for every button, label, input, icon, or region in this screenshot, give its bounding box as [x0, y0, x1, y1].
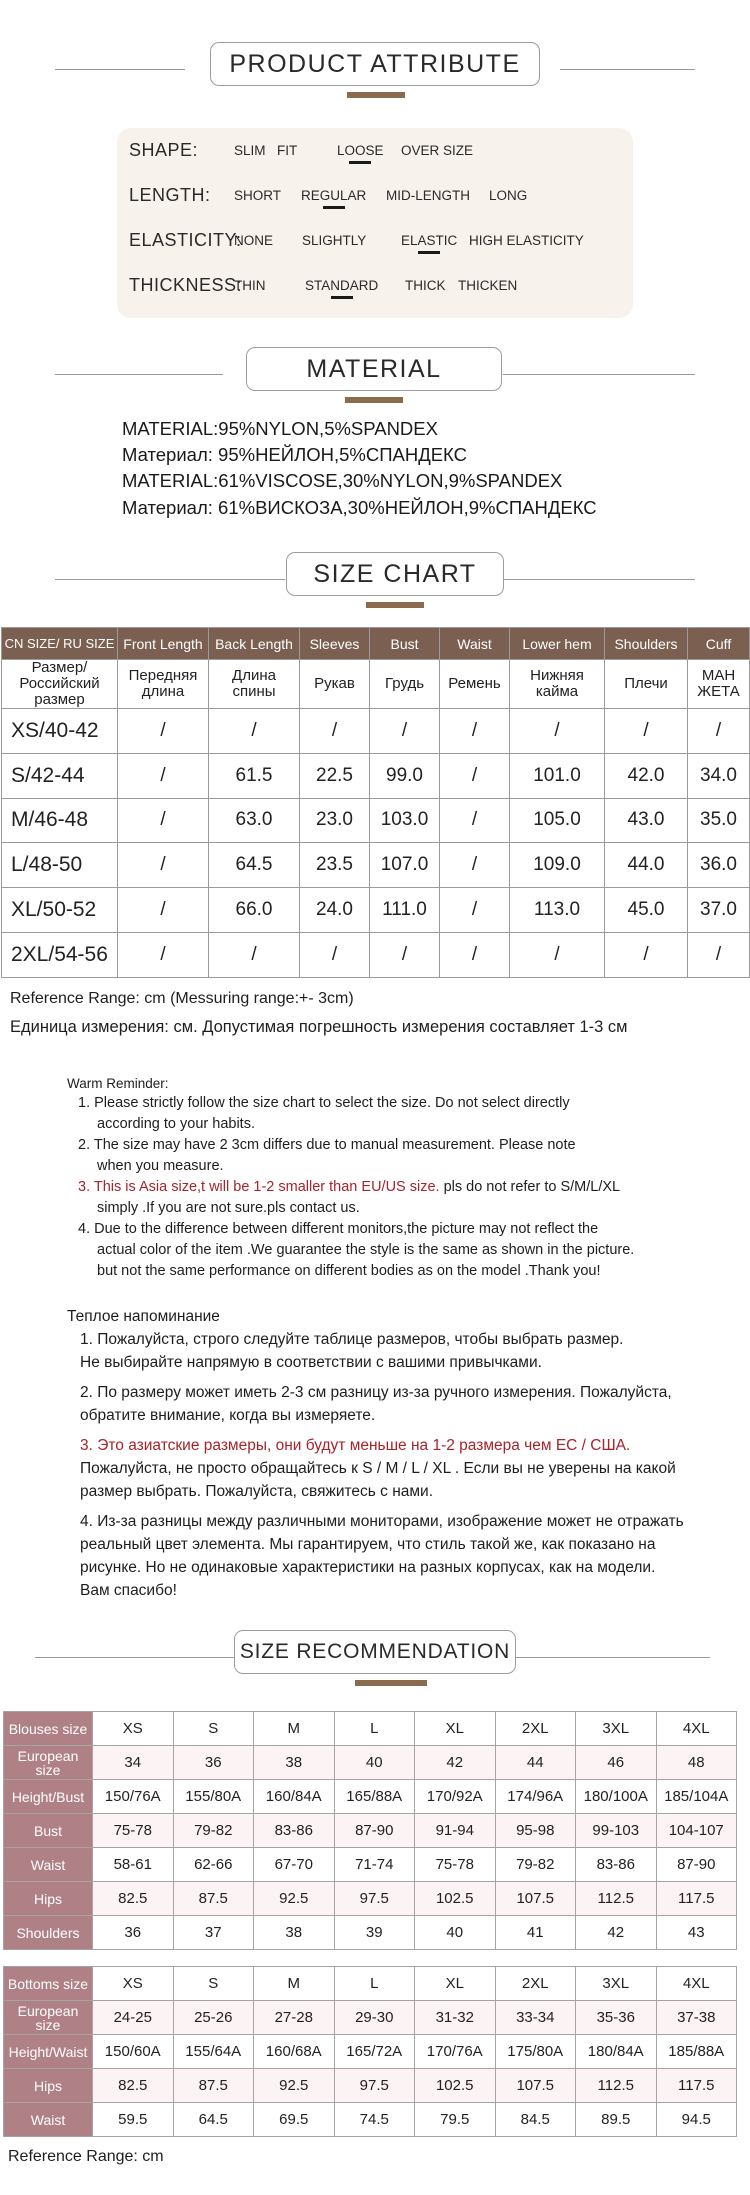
reminder-line: but not the same performance on different bodies as on the model .Thank you!: [97, 1263, 601, 1279]
table-row: [4, 2001, 737, 2035]
table-cell: 105.0: [510, 798, 605, 843]
attribute-row: [129, 275, 629, 303]
divider: [503, 374, 695, 375]
table-cell: /: [510, 932, 605, 977]
table-cell: 35-36: [576, 2001, 657, 2035]
attribute-label: ELASTICITY:: [129, 230, 242, 250]
table-cell: 95-98: [495, 1814, 576, 1848]
table-row: [2, 709, 750, 754]
attribute-option: SLIM: [234, 143, 266, 158]
divider: [55, 69, 185, 70]
size-cell: M: [254, 1967, 335, 2001]
table-cell: /: [440, 798, 510, 843]
row-label: XL/50-52: [2, 888, 118, 933]
table-cell: 31-32: [415, 2001, 496, 2035]
table-cell: Длина спины: [209, 660, 300, 709]
row-label: Waist: [4, 2103, 93, 2137]
row-label: CN SIZE/ RU SIZE: [2, 628, 118, 660]
row-label: L/48-50: [2, 843, 118, 888]
divider: [560, 69, 695, 70]
attribute-row: [129, 140, 629, 168]
reminder-line: 1. Пожалуйста, строго следуйте таблице размеров, чтобы выбрать размер.: [80, 1331, 624, 1348]
reminder-title: Теплое напоминание: [67, 1308, 220, 1325]
table-cell: 24.0: [300, 888, 370, 933]
table-header-row: [2, 628, 750, 660]
table-header-row-ru: [2, 660, 750, 709]
recommendation-header: [0, 1630, 750, 1690]
reminder-line: Не выбирайте напрямую в соответствии с вашими привычками.: [80, 1354, 542, 1371]
table-cell: 37: [173, 1916, 254, 1950]
material-line: MATERIAL:95%NYLON,5%SPANDEX: [122, 418, 438, 439]
table-cell: 91-94: [415, 1814, 496, 1848]
table-cell: /: [209, 709, 300, 754]
table-cell: Bust: [370, 628, 440, 660]
table-cell: 165/72A: [334, 2035, 415, 2069]
table-cell: 89.5: [576, 2103, 657, 2137]
table-row: [2, 888, 750, 933]
table-cell: 46: [576, 1746, 657, 1780]
warning-text: 3. This is Asia size,t will be 1-2 smaller than EU/US size.: [78, 1179, 440, 1195]
size-cell: 3XL: [576, 1712, 657, 1746]
table-row: [4, 1814, 737, 1848]
size-cell: XS: [93, 1967, 174, 2001]
table-cell: 82.5: [93, 2069, 174, 2103]
table-cell: /: [118, 753, 209, 798]
row-label: Hips: [4, 1882, 93, 1916]
section-title: SIZE CHART: [286, 552, 504, 596]
table-cell: /: [440, 753, 510, 798]
table-cell: 102.5: [415, 2069, 496, 2103]
title-underline: [347, 92, 405, 98]
table-cell: 45.0: [605, 888, 688, 933]
table-cell: 103.0: [370, 798, 440, 843]
table-cell: Передняя длина: [118, 660, 209, 709]
table-cell: 84.5: [495, 2103, 576, 2137]
table-cell: 79.5: [415, 2103, 496, 2137]
table-cell: 63.0: [209, 798, 300, 843]
section-title: PRODUCT ATTRIBUTE: [210, 42, 540, 86]
row-label: Height/Bust: [4, 1780, 93, 1814]
attribute-label: LENGTH:: [129, 185, 211, 205]
table-cell: 44.0: [605, 843, 688, 888]
table-cell: 107.5: [495, 2069, 576, 2103]
table-cell: Lower hem: [510, 628, 605, 660]
attribute-row: [129, 185, 629, 213]
table-cell: 24-25: [93, 2001, 174, 2035]
table-cell: 107.5: [495, 1882, 576, 1916]
size-cell: 4XL: [656, 1967, 737, 2001]
table-cell: 170/92A: [415, 1780, 496, 1814]
table-cell: 43: [656, 1916, 737, 1950]
table-cell: 99.0: [370, 753, 440, 798]
reminder-line: 4. Due to the difference between different monitors,the picture may not reflect the: [78, 1221, 599, 1237]
size-cell: S: [173, 1712, 254, 1746]
table-cell: 61.5: [209, 753, 300, 798]
divider: [503, 579, 695, 580]
table-cell: 43.0: [605, 798, 688, 843]
reminder-text: pls do not refer to S/M/L/XL: [439, 1179, 621, 1195]
table-cell: 155/64A: [173, 2035, 254, 2069]
attribute-option: THICKEN: [458, 278, 518, 293]
table-cell: 109.0: [510, 843, 605, 888]
attribute-option-selected: REGULAR: [301, 188, 367, 203]
table-cell: 29-30: [334, 2001, 415, 2035]
table-cell: 92.5: [254, 2069, 335, 2103]
table-cell: 180/100A: [576, 1780, 657, 1814]
table-cell: 42.0: [605, 753, 688, 798]
table-cell: 33-34: [495, 2001, 576, 2035]
table-row: [4, 1916, 737, 1950]
table-cell: 27-28: [254, 2001, 335, 2035]
table-cell: /: [118, 888, 209, 933]
reminder-line: [78, 1179, 620, 1195]
row-label: Waist: [4, 1848, 93, 1882]
reminder-line: рисунке. Но не одинаковые характеристики на разных корпусах, как на модели.: [80, 1559, 656, 1576]
table-cell: /: [605, 932, 688, 977]
table-cell: 34.0: [688, 753, 750, 798]
table-cell: 42: [576, 1916, 657, 1950]
table-cell: 112.5: [576, 2069, 657, 2103]
table-cell: /: [118, 932, 209, 977]
row-label: European size: [4, 1746, 93, 1780]
table-cell: 41: [495, 1916, 576, 1950]
size-chart-header: [0, 552, 750, 612]
table-cell: Sleeves: [300, 628, 370, 660]
divider: [515, 1657, 710, 1658]
table-cell: 112.5: [576, 1882, 657, 1916]
table-cell: 39: [334, 1916, 415, 1950]
size-cell: 3XL: [576, 1967, 657, 2001]
table-cell: 99-103: [576, 1814, 657, 1848]
table-cell: /: [440, 709, 510, 754]
reminder-title: Warm Reminder:: [67, 1076, 169, 1091]
table-cell: 97.5: [334, 2069, 415, 2103]
attribute-option: MID-LENGTH: [386, 188, 470, 203]
attribute-option: THICK: [405, 278, 446, 293]
table-row: [4, 1882, 737, 1916]
table-cell: 38: [254, 1746, 335, 1780]
divider: [35, 1657, 235, 1658]
row-label: Bottoms size: [4, 1967, 93, 2001]
table-cell: 40: [415, 1916, 496, 1950]
table-row: [2, 932, 750, 977]
size-cell: L: [334, 1712, 415, 1746]
table-cell: Front Length: [118, 628, 209, 660]
title-underline: [355, 1680, 427, 1686]
table-cell: Нижняя кайма: [510, 660, 605, 709]
row-label: Blouses size: [4, 1712, 93, 1746]
attribute-option: SLIGHTLY: [302, 233, 367, 248]
table-cell: /: [118, 843, 209, 888]
table-cell: /: [688, 932, 750, 977]
bottoms-size-table: [3, 1966, 737, 2137]
table-cell: 117.5: [656, 1882, 737, 1916]
row-label: European size: [4, 2001, 93, 2035]
size-cell: 2XL: [495, 1712, 576, 1746]
table-cell: 62-66: [173, 1848, 254, 1882]
table-cell: /: [118, 798, 209, 843]
table-cell: 102.5: [415, 1882, 496, 1916]
row-label: Shoulders: [4, 1916, 93, 1950]
table-cell: 185/88A: [656, 2035, 737, 2069]
attribute-option: FIT: [277, 143, 298, 158]
size-cell: XS: [93, 1712, 174, 1746]
table-cell: 82.5: [93, 1882, 174, 1916]
table-cell: 79-82: [495, 1848, 576, 1882]
row-label: Bust: [4, 1814, 93, 1848]
reminder-line: simply .If you are not sure.pls contact us.: [97, 1200, 360, 1216]
table-cell: 111.0: [370, 888, 440, 933]
table-cell: 170/76A: [415, 2035, 496, 2069]
table-cell: 44: [495, 1746, 576, 1780]
table-cell: /: [440, 932, 510, 977]
reminder-line: Пожалуйста, не просто обращайтесь к S / M / L / XL . Если вы не уверены на какой: [80, 1460, 676, 1477]
table-cell: 69.5: [254, 2103, 335, 2137]
table-cell: 40: [334, 1746, 415, 1780]
attribute-option: SHORT: [234, 188, 282, 203]
attribute-label: SHAPE:: [129, 140, 199, 160]
table-row: [2, 798, 750, 843]
table-cell: 113.0: [510, 888, 605, 933]
table-cell: 64.5: [209, 843, 300, 888]
row-label: M/46-48: [2, 798, 118, 843]
table-cell: 59.5: [93, 2103, 174, 2137]
size-chart-note-ru: Единица измерения: см. Допустимая погрешность измерения составляет 1-3 см: [10, 1018, 628, 1036]
table-cell: 75-78: [93, 1814, 174, 1848]
table-cell: 174/96A: [495, 1780, 576, 1814]
table-cell: 185/104A: [656, 1780, 737, 1814]
row-label: Hips: [4, 2069, 93, 2103]
table-cell: 87.5: [173, 2069, 254, 2103]
table-cell: 48: [656, 1746, 737, 1780]
divider: [55, 374, 223, 375]
table-cell: 79-82: [173, 1814, 254, 1848]
table-cell: /: [510, 709, 605, 754]
attribute-option-selected: STANDARD: [305, 278, 379, 293]
table-cell: 71-74: [334, 1848, 415, 1882]
table-cell: Рукав: [300, 660, 370, 709]
size-chart-note: Reference Range: cm (Messuring range:+- 3cm): [10, 990, 354, 1007]
table-cell: /: [440, 843, 510, 888]
table-cell: 34: [93, 1746, 174, 1780]
reminder-line: according to your habits.: [97, 1116, 255, 1132]
table-cell: 92.5: [254, 1882, 335, 1916]
table-cell: 66.0: [209, 888, 300, 933]
table-cell: 36: [173, 1746, 254, 1780]
table-cell: 160/68A: [254, 2035, 335, 2069]
table-cell: Плечи: [605, 660, 688, 709]
section-title: MATERIAL: [246, 347, 502, 391]
material-line: Материал: 95%НЕЙЛОН,5%СПАНДЕКС: [122, 444, 467, 465]
table-cell: 37.0: [688, 888, 750, 933]
table-row: [2, 843, 750, 888]
table-cell: /: [300, 932, 370, 977]
table-cell: Грудь: [370, 660, 440, 709]
table-cell: 175/80A: [495, 2035, 576, 2069]
table-cell: /: [370, 932, 440, 977]
attribute-panel: [117, 128, 633, 318]
size-cell: 4XL: [656, 1712, 737, 1746]
table-cell: /: [118, 709, 209, 754]
table-cell: 36.0: [688, 843, 750, 888]
table-row: [4, 1746, 737, 1780]
table-header-row: [4, 1967, 737, 2001]
attribute-option: HIGH ELASTICITY: [469, 233, 584, 248]
table-cell: 36: [93, 1916, 174, 1950]
size-cell: S: [173, 1967, 254, 2001]
table-cell: 180/84A: [576, 2035, 657, 2069]
table-row: [4, 1780, 737, 1814]
row-label: Height/Waist: [4, 2035, 93, 2069]
table-cell: Cuff: [688, 628, 750, 660]
table-row: [4, 2069, 737, 2103]
blouses-size-table: [3, 1711, 737, 1950]
attribute-option-selected: ELASTIC: [401, 233, 458, 248]
table-cell: 97.5: [334, 1882, 415, 1916]
reminder-line: actual color of the item .We guarantee the style is the same as shown in the picture.: [97, 1242, 635, 1258]
reminder-line: Вам спасибо!: [80, 1582, 177, 1599]
section-title: SIZE RECOMMENDATION: [234, 1630, 516, 1674]
divider: [55, 579, 285, 580]
table-cell: 23.5: [300, 843, 370, 888]
reminder-line: when you measure.: [97, 1158, 224, 1174]
warning-text: 3. Это азиатские размеры, они будут меньше на 1-2 размера чем ЕС / США.: [80, 1437, 631, 1454]
table-cell: 117.5: [656, 2069, 737, 2103]
table-cell: Ремень: [440, 660, 510, 709]
recommendation-footnote: Reference Range: cm: [8, 2148, 164, 2165]
row-label: S/42-44: [2, 753, 118, 798]
table-cell: 75-78: [415, 1848, 496, 1882]
table-cell: 165/88A: [334, 1780, 415, 1814]
table-row: [4, 2103, 737, 2137]
table-row: [4, 2035, 737, 2069]
table-cell: /: [688, 709, 750, 754]
table-cell: /: [209, 932, 300, 977]
table-cell: 104-107: [656, 1814, 737, 1848]
table-cell: /: [440, 888, 510, 933]
table-cell: 74.5: [334, 2103, 415, 2137]
table-cell: /: [300, 709, 370, 754]
table-cell: 155/80A: [173, 1780, 254, 1814]
size-cell: XL: [415, 1967, 496, 2001]
row-label: XS/40-42: [2, 709, 118, 754]
reminder-line: размер выбрать. Пожалуйста, свяжитесь с нами.: [80, 1483, 434, 1500]
table-cell: 83-86: [576, 1848, 657, 1882]
table-cell: 42: [415, 1746, 496, 1780]
table-cell: 87-90: [656, 1848, 737, 1882]
attribute-option: OVER SIZE: [401, 143, 474, 158]
table-cell: Back Length: [209, 628, 300, 660]
material-line: MATERIAL:61%VISCOSE,30%NYLON,9%SPANDEX: [122, 470, 563, 491]
size-cell: 2XL: [495, 1967, 576, 2001]
reminder-line: 2. По размеру может иметь 2-3 см разницу из-за ручного измерения. Пожалуйста,: [80, 1384, 672, 1401]
table-cell: 101.0: [510, 753, 605, 798]
table-cell: 107.0: [370, 843, 440, 888]
attribute-option: THIN: [234, 278, 266, 293]
table-cell: 25-26: [173, 2001, 254, 2035]
table-cell: 150/76A: [93, 1780, 174, 1814]
title-underline: [366, 602, 424, 608]
size-cell: M: [254, 1712, 335, 1746]
attribute-option: LONG: [489, 188, 528, 203]
size-cell: XL: [415, 1712, 496, 1746]
table-cell: 83-86: [254, 1814, 335, 1848]
reminder-line: реальный цвет элемента. Мы гарантируем, что стиль такой же, как показано на: [80, 1536, 656, 1553]
attribute-label: THICKNESS:: [129, 275, 243, 295]
table-cell: МАН ЖЕТА: [688, 660, 750, 709]
table-cell: 67-70: [254, 1848, 335, 1882]
table-row: [2, 753, 750, 798]
table-cell: 160/84A: [254, 1780, 335, 1814]
material-header: [0, 347, 750, 407]
table-cell: 150/60A: [93, 2035, 174, 2069]
table-cell: 87.5: [173, 1882, 254, 1916]
reminder-line: обратите внимание, когда вы измеряете.: [80, 1407, 376, 1424]
table-cell: 35.0: [688, 798, 750, 843]
reminder-line: 4. Из-за разницы между различными мониторами, изображение может не отражать: [80, 1513, 684, 1530]
attribute-option-selected: LOOSE: [337, 143, 384, 158]
table-cell: 87-90: [334, 1814, 415, 1848]
table-cell: 23.0: [300, 798, 370, 843]
reminder-line: 1. Please strictly follow the size chart to select the size. Do not select directly: [78, 1095, 570, 1111]
size-chart-table: [1, 627, 750, 978]
table-cell: 58-61: [93, 1848, 174, 1882]
size-cell: L: [334, 1967, 415, 2001]
row-label: Размер/ Российский размер: [2, 660, 118, 709]
table-cell: 22.5: [300, 753, 370, 798]
row-label: 2XL/54-56: [2, 932, 118, 977]
table-cell: 37-38: [656, 2001, 737, 2035]
table-cell: 64.5: [173, 2103, 254, 2137]
table-cell: Waist: [440, 628, 510, 660]
attribute-header: [0, 42, 750, 102]
table-cell: 94.5: [656, 2103, 737, 2137]
attribute-option: NONE: [234, 233, 274, 248]
table-row: [4, 1848, 737, 1882]
table-cell: Shoulders: [605, 628, 688, 660]
table-header-row: [4, 1712, 737, 1746]
title-underline: [345, 397, 403, 403]
attribute-row: [129, 230, 629, 258]
table-cell: /: [605, 709, 688, 754]
reminder-line: 2. The size may have 2 3cm differs due to manual measurement. Please note: [78, 1137, 576, 1153]
table-cell: 38: [254, 1916, 335, 1950]
material-line: Материал: 61%ВИСКОЗА,30%НЕЙЛОН,9%СПАНДЕКС: [122, 497, 597, 518]
table-cell: /: [370, 709, 440, 754]
